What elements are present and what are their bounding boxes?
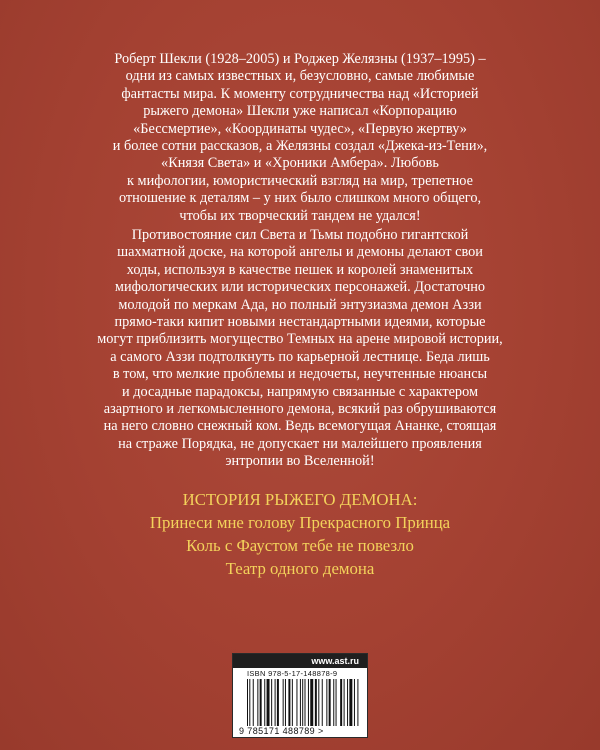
text-line: на него словно снежный ком. Ведь всемогущая Ананке, стоящая [103,418,497,435]
text-line: Роберт Шекли (1928–2005) и Роджер Желязны (1937–1995) – [114,51,486,67]
series-book-title: Коль с Фаустом тебе не повезло [186,536,414,555]
text-line: и досадные парадоксы, напрямую связанные с характером [121,383,478,400]
text-line: в том, что мелкие проблемы и недочеты, неучтенные нюансы [112,366,488,383]
series-book-title: Театр одного демона [225,559,375,578]
synopsis-paragraph [60,227,540,471]
barcode-digits: 9 785171 488789 > [239,726,324,736]
series-list [60,488,540,580]
text-line: отношение к деталям – у них было слишком много общего, [118,190,482,207]
text-line: энтропии во Вселенной! [225,453,375,470]
text-line: и более сотни рассказов, а Желязны создал «Джека-из-Тени», [112,138,488,155]
text-line: прямо-таки кипит новыми нестандартными идеями, которые [114,314,486,331]
text-line: молодой по меркам Ада, но полный энтузиазма демон Аззи [118,296,482,313]
text-line: могут приблизить могущество Темных на арене мировой истории, [97,331,503,348]
series-heading: ИСТОРИЯ РЫЖЕГО ДЕМОНА: [182,490,418,509]
text-line: ходы, используя в качестве пешек и королей знаменитых [126,261,474,278]
series-book-title: Принеси мне голову Прекрасного Принца [149,513,451,532]
text-line: чтобы их творческий тандем не удался! [179,207,421,224]
isbn-number: ISBN 978-5-17-148878-9 [247,669,338,678]
text-line: одни из самых известных и, безусловно, самые любимые [125,68,475,85]
text-line: рыжего демона» Шекли уже написал «Корпорацию [143,103,457,120]
text-line: а самого Аззи подтолкнуть по карьерной лестнице. Беда лишь [110,348,490,365]
text-line: мифологических или исторических персонажей. Достаточно [114,279,486,296]
text-line: фантасты мира. К моменту сотрудничества над «Историей [121,85,479,102]
text-line: азартного и легкомысленного демона, всякий раз обрушиваются [103,401,497,418]
text-line: шахматной доске, на которой ангелы и демоны делают свои [117,244,483,261]
isbn-barcode-block [232,653,368,738]
text-line: к мифологии, юмористический взгляд на мир, трепетное [127,172,473,189]
authors-intro-paragraph [60,51,540,225]
text-line: на страже Порядка, не допускает ни малейшего проявления [118,435,482,452]
text-line: Противостояние сил Света и Тьмы подобно гигантской [131,227,469,243]
publisher-website: www.ast.ru [233,654,367,668]
barcode-bars-icon [247,679,359,726]
text-line: «Князя Света» и «Хроники Амбера». Любовь [161,155,439,172]
text-line: «Бессмертие», «Координаты чудес», «Первую жертву» [133,120,467,137]
